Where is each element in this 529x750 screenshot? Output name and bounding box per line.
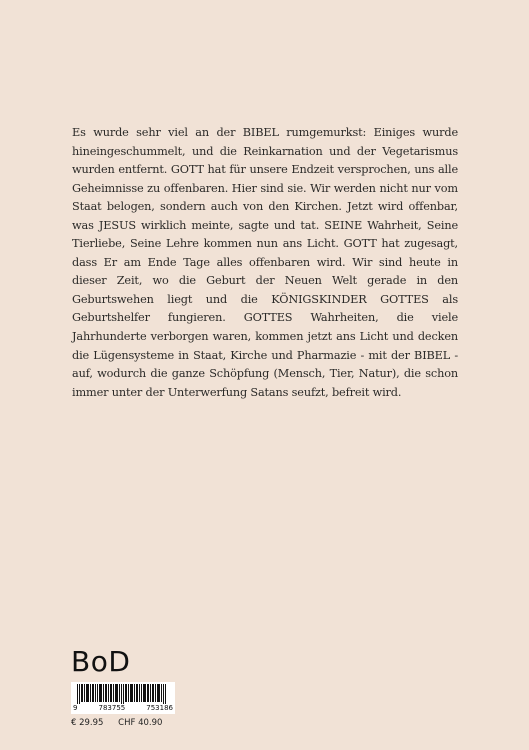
publisher-logo: BoD — [71, 645, 131, 678]
barcode-group-2: 753186 — [146, 704, 173, 712]
isbn-barcode — [71, 682, 175, 714]
blurb-text: Es wurde sehr viel an der BIBEL rumgemurkst: Einiges wurde hineingeschummelt, und die Reinkarnation und der Vegetarismus wurden entfernt. GOTT hat für unsere Endzeit versprochen, uns alle Geheimnisse zu offenbaren. Hier sind sie. Wir werden nicht nur vom Staat belogen, sondern auch von den Kirchen. Jetzt wird offenbar, was JESUS wirklich meinte, sagte und tat. SEINE Wahrheit, Seine Tierliebe, Seine Lehre kommen nun ans Licht. GOTT hat zugesagt, dass Er am Ende Tage alles offenbaren wird. Wir sind heute in dieser Zeit, wo die Geburt der Neuen Welt gerade in den Geburtswehen liegt und die KÖNIGSKINDER GOTTES als Geburtshelfer fungieren. GOTTES Wahrheiten, die viele Jahrhunderte verborgen waren, kommen jetzt ans Licht und decken die Lügensysteme in Staat, Kirche und Pharmazie - mit der BIBEL - auf, wodurch die ganze Schöpfung (Mensch, Tier, Natur), die schon immer unter der Unterwerfung Satans seufzt, befreit wird. — [72, 126, 458, 399]
barcode-group-1: 783755 — [98, 704, 126, 712]
barcode-prefix: 9 — [73, 704, 78, 712]
price-chf: CHF 40.90 — [118, 718, 163, 728]
price-eur: € 29.95 — [71, 718, 104, 728]
barcode-bars — [77, 684, 169, 704]
price-line — [71, 718, 201, 729]
publisher-block — [71, 645, 201, 728]
cover-blurb — [72, 124, 458, 402]
barcode-digits — [71, 704, 175, 713]
